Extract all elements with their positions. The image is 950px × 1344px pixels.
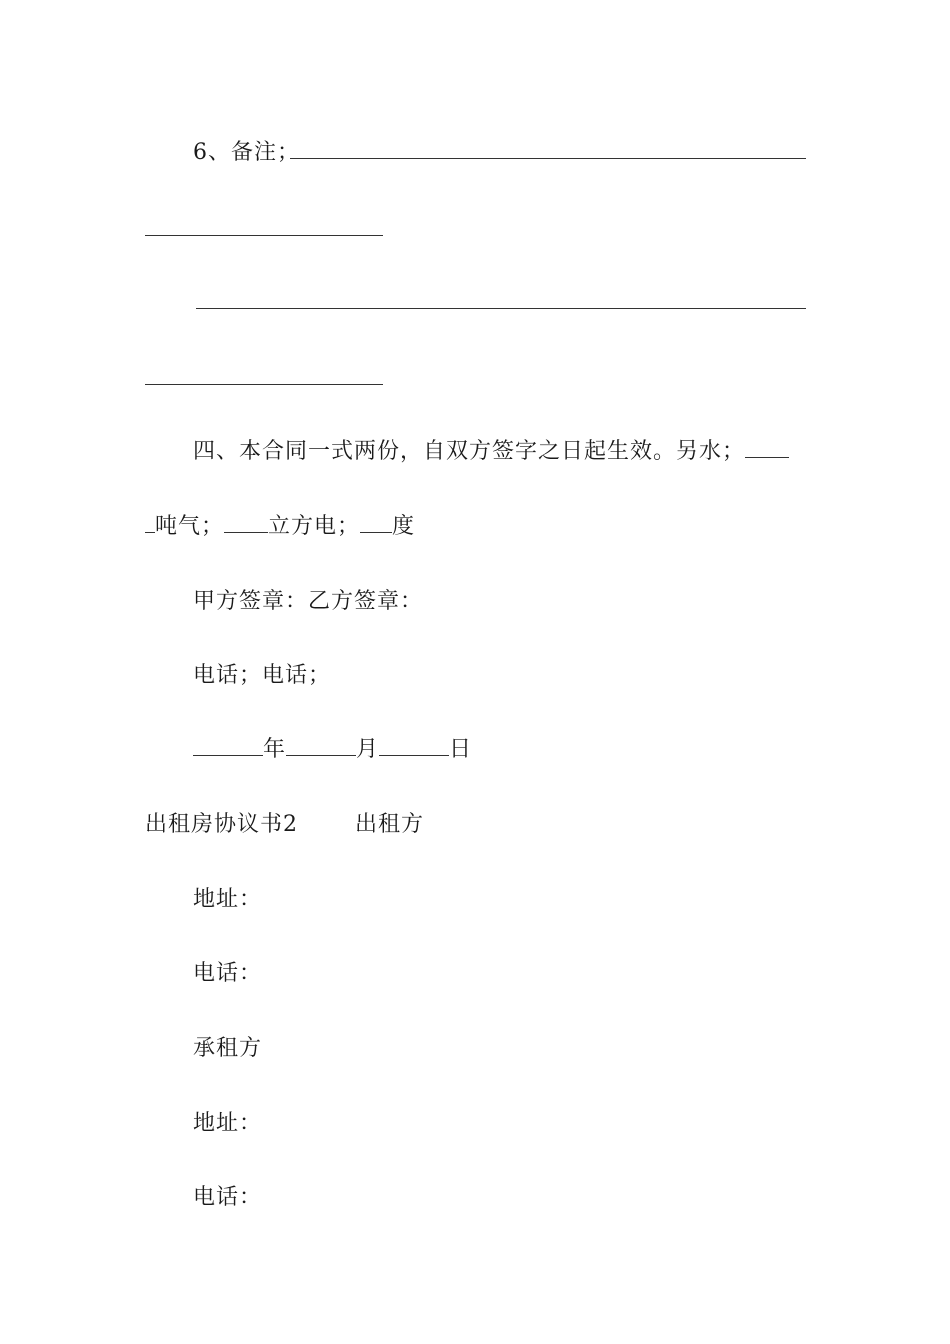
gas-unit: 立方电； — [268, 514, 361, 539]
remarks-label: 6、备注； — [193, 140, 300, 165]
clause-4-text — [193, 437, 789, 467]
signature-label: 甲方签章：乙方签章： — [193, 589, 424, 614]
year-blank[interactable] — [193, 735, 263, 756]
month-blank[interactable] — [286, 735, 356, 756]
date-line — [193, 735, 472, 765]
remarks-blank-4[interactable] — [145, 384, 383, 385]
electric-amount-blank[interactable] — [360, 512, 392, 533]
day-blank[interactable] — [379, 735, 449, 756]
remarks-blank-3[interactable] — [196, 308, 806, 309]
signature-phone: 电话；电话； — [193, 663, 332, 688]
month-label: 月 — [356, 737, 380, 762]
gas-amount-blank[interactable] — [224, 512, 268, 533]
lessor-label: 出租方 — [355, 812, 425, 837]
remarks-blank-1[interactable] — [290, 158, 806, 159]
day-label: 日 — [449, 737, 473, 762]
lessor-phone-label: 电话： — [193, 961, 263, 986]
water-amount-blank-cont[interactable] — [145, 512, 155, 533]
agreement-2-title: 出租房协议书2 — [145, 812, 298, 837]
lessee-address-label: 地址： — [193, 1111, 263, 1136]
water-amount-blank[interactable] — [745, 437, 789, 458]
electric-unit: 度 — [392, 514, 416, 539]
clause-4-sentence: 四、本合同一式两份，自双方签字之日起生效。另水； — [193, 439, 746, 464]
utilities-line — [145, 512, 415, 542]
remarks-blank-2[interactable] — [145, 235, 383, 236]
lessor-address-label: 地址： — [193, 887, 263, 912]
water-unit: 吨气； — [155, 514, 225, 539]
year-label: 年 — [263, 737, 287, 762]
lessee-label: 承租方 — [193, 1036, 263, 1061]
lessee-phone-label: 电话： — [193, 1185, 263, 1210]
